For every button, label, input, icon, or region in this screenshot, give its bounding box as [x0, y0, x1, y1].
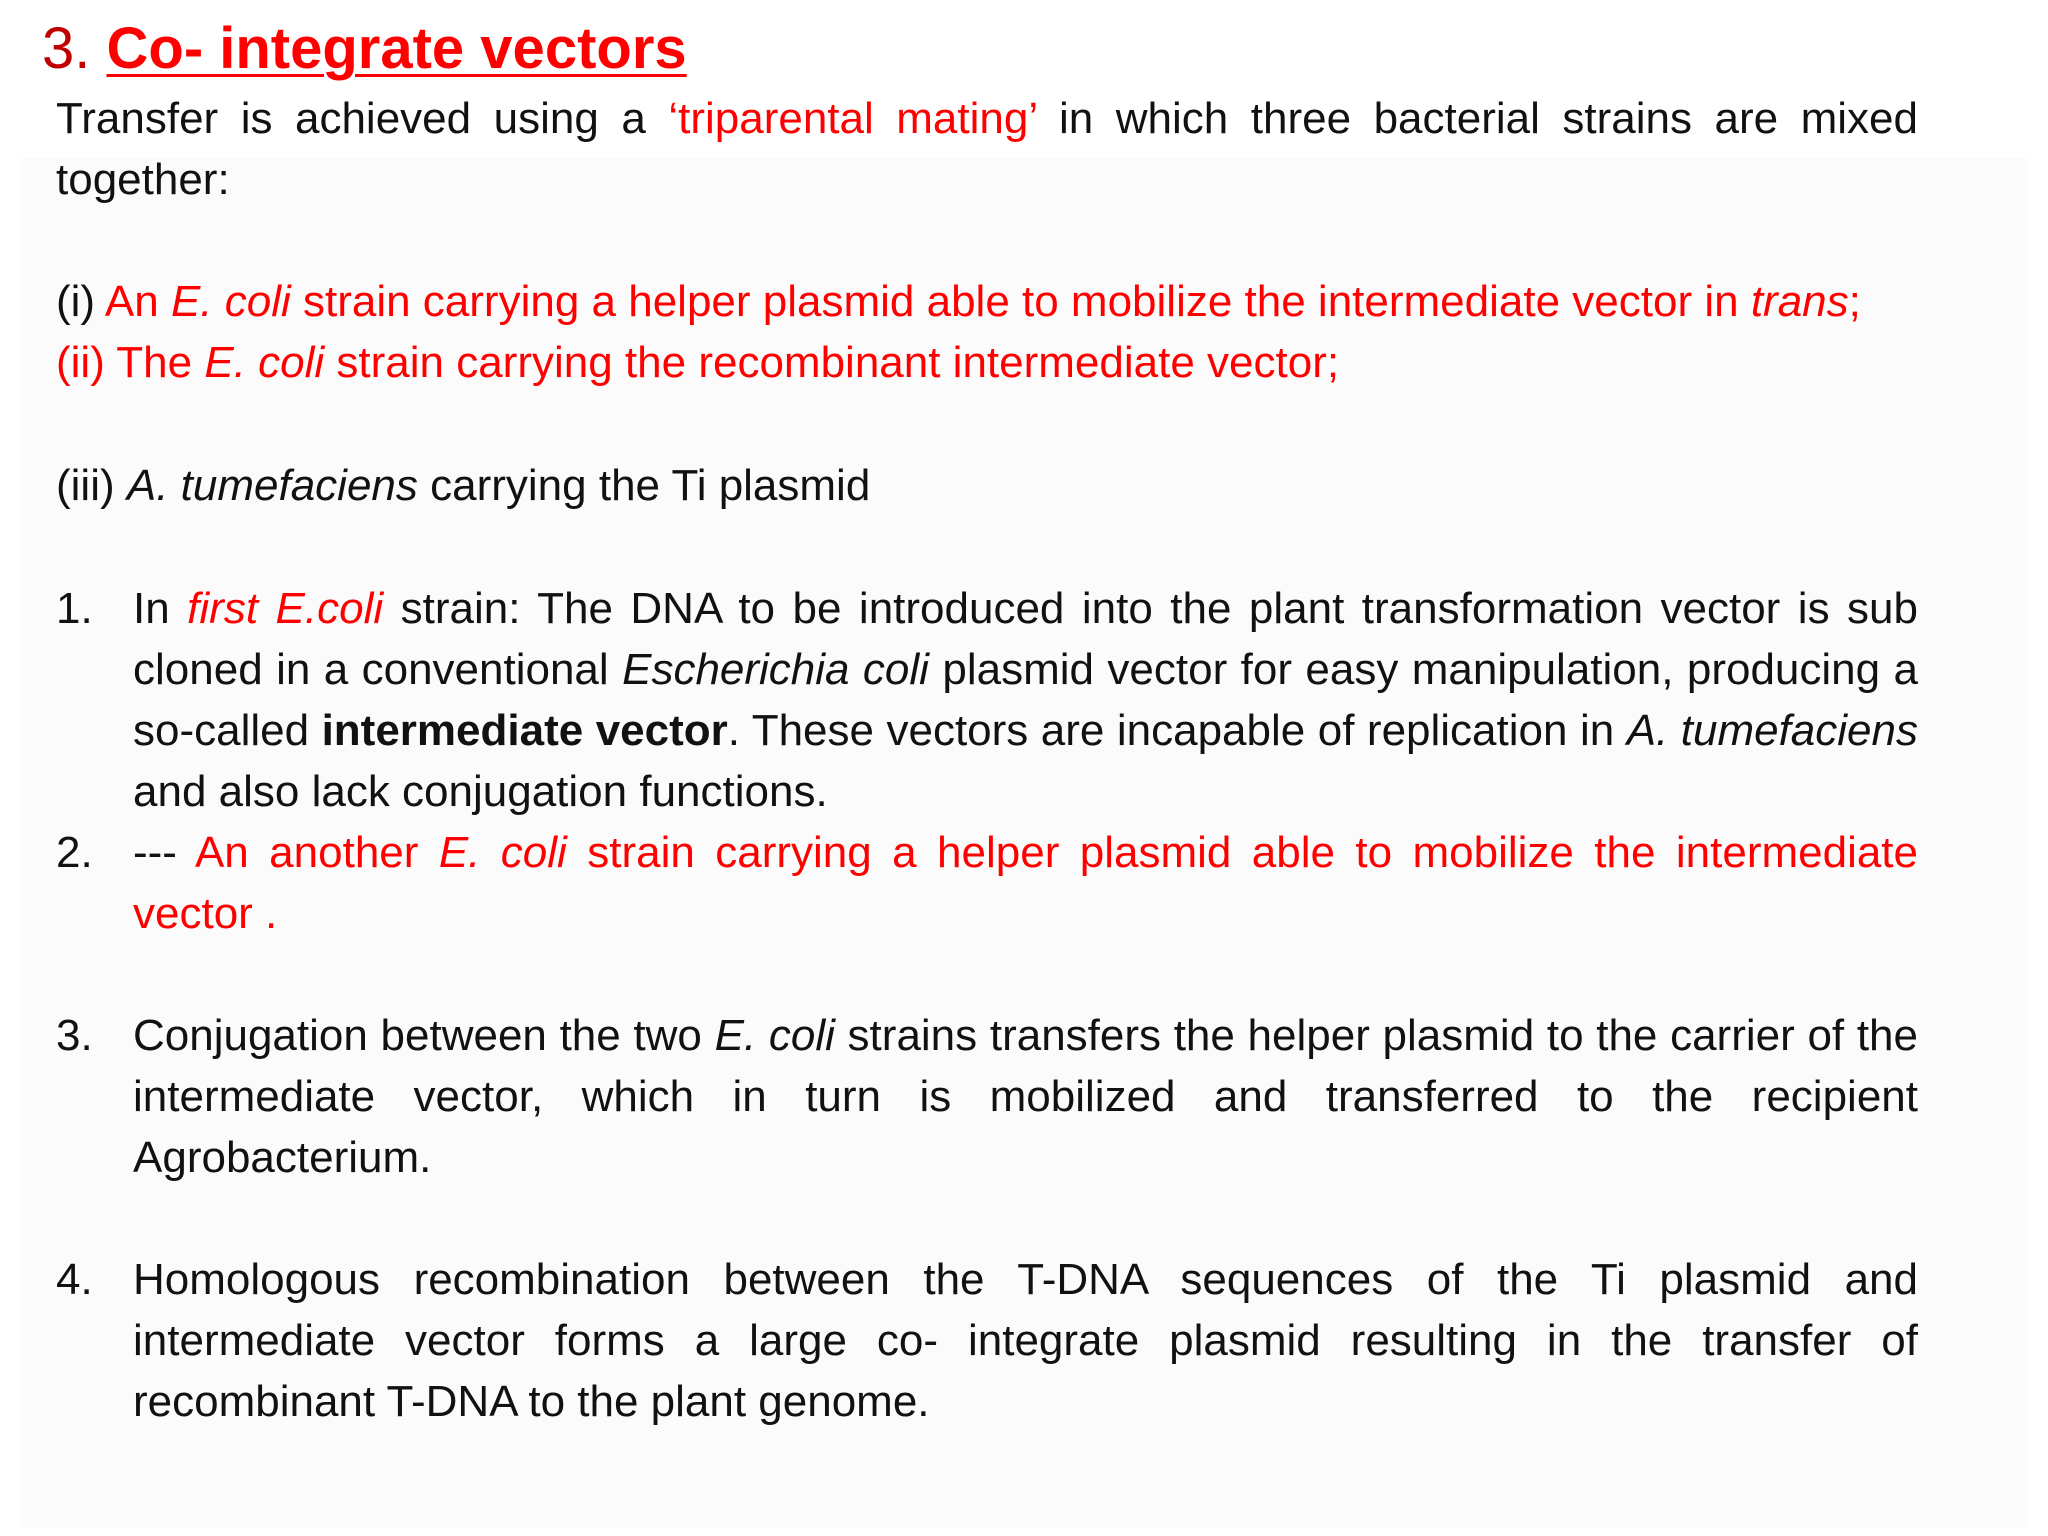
intro-paragraph	[56, 88, 1918, 210]
strain-text: strain carrying a helper plasmid able to mobilize the intermediate vector in	[290, 277, 1751, 326]
spacer	[56, 1188, 1918, 1249]
step-number: 3.	[56, 1011, 93, 1060]
strain-term: trans	[1750, 277, 1849, 326]
strain-text: ;	[1848, 277, 1861, 326]
strain-item	[56, 271, 1918, 332]
title-number: 3.	[42, 16, 91, 81]
slide-title	[42, 14, 1918, 84]
strain-item	[56, 332, 1918, 393]
step-item	[56, 578, 1918, 822]
step-text: In	[133, 584, 188, 633]
spacer	[56, 944, 1918, 1005]
step-organism: Escherichia coli	[622, 645, 929, 694]
step-item	[56, 1249, 1918, 1432]
slide-content	[42, 14, 1919, 1432]
step-number: 4.	[56, 1255, 93, 1304]
step-number: 1.	[56, 584, 93, 633]
strain-organism: A. tumefaciens	[126, 461, 418, 510]
step-organism: A. tumefaciens	[1626, 706, 1918, 755]
step-item	[56, 822, 1918, 944]
step-text: ---	[133, 828, 195, 877]
spacer	[56, 210, 1918, 271]
step-highlight: first E.coli	[187, 584, 384, 633]
intro-after: in which three bacterial strains are mixed together:	[56, 94, 1918, 204]
strain-text: carrying the Ti plasmid	[417, 461, 871, 510]
step-number: 2.	[56, 828, 93, 877]
step-text: and also lack conjugation functions.	[133, 767, 828, 816]
step-text: strain: The DNA to be introduced into the plant transformation vector is sub cloned in a conventional	[133, 584, 1918, 694]
step-text: An another	[194, 828, 439, 877]
spacer	[56, 516, 1918, 578]
spacer	[56, 393, 1918, 455]
step-organism: E. coli	[438, 828, 567, 877]
strain-text: The	[104, 338, 205, 387]
strain-marker: (ii)	[56, 338, 105, 387]
step-text: strain carrying a helper plasmid able to mobilize the intermediate vector .	[133, 828, 1919, 938]
strain-text: An	[95, 277, 171, 326]
strain-item	[56, 455, 1918, 516]
title-text: Co- integrate vectors	[106, 16, 687, 81]
step-term: intermediate vector	[321, 706, 728, 755]
step-organism: E. coli	[714, 1011, 835, 1060]
intro-before: Transfer is achieved using a	[56, 94, 669, 143]
step-text: plasmid vector for easy manipulation, producing a so-called	[133, 645, 1919, 755]
intro-highlight: ‘triparental mating’	[668, 94, 1037, 143]
strain-organism: E. coli	[170, 277, 291, 326]
strain-marker: (iii)	[56, 461, 115, 510]
strain-organism: E. coli	[204, 338, 325, 387]
step-text: Homologous recombination between the T-DNA sequences of the Ti plasmid and intermediate vector forms a large co- integrate plasmid resulting in the transfer of recombinant T-DNA to the plant genome.	[133, 1255, 1918, 1426]
step-text: strains transfers the helper plasmid to the carrier of the intermediate vector, which in turn is mobilized and transferred to the recipient Agrobacterium.	[133, 1011, 1918, 1182]
step-text: Conjugation between the two	[133, 1011, 715, 1060]
strain-text: strain carrying the recombinant intermediate vector;	[324, 338, 1340, 387]
step-text: . These vectors are incapable of replication in	[727, 706, 1627, 755]
strain-marker: (i)	[56, 277, 96, 326]
step-item	[56, 1005, 1918, 1188]
